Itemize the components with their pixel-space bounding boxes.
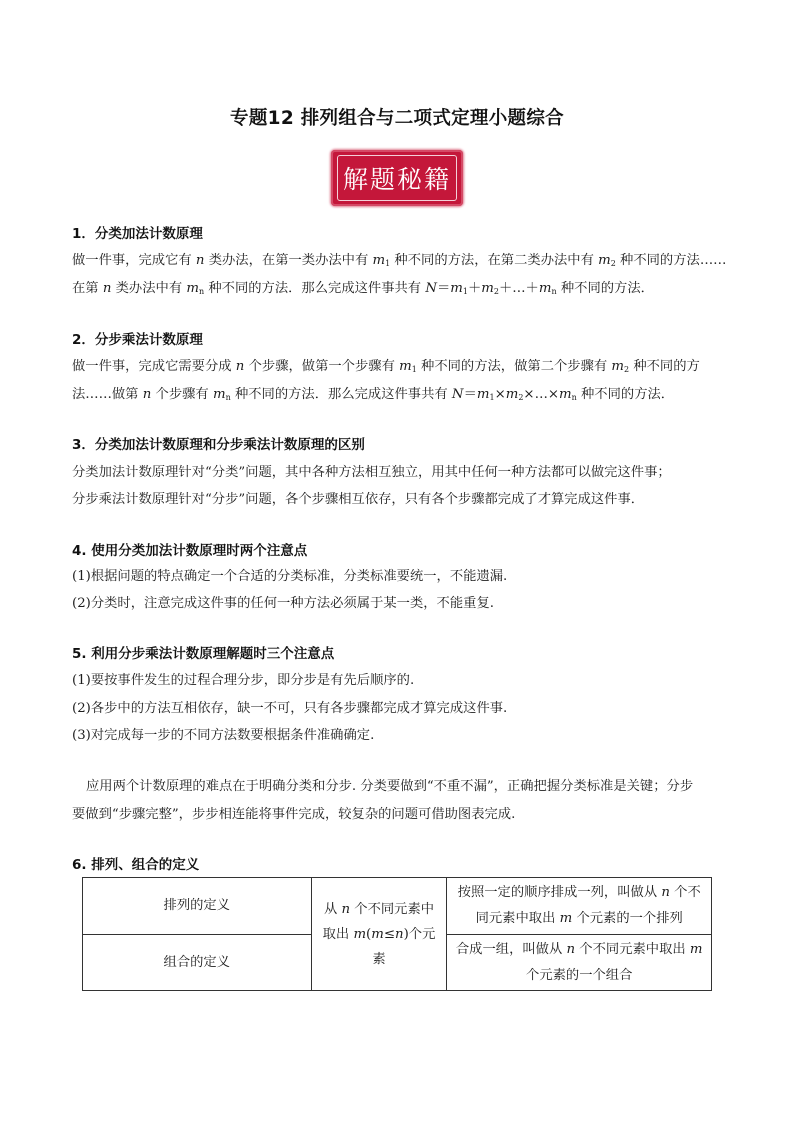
section-1-heading: 1．分类加法计数原理	[72, 226, 203, 242]
table-row	[83, 878, 712, 935]
section-2-heading: 2．分步乘法计数原理	[72, 332, 203, 348]
table-cell-shared-condition: 从 n 个不同元素中 取出 m(m≤n)个元 素	[311, 878, 447, 991]
stamp-text: 解题秘籍	[337, 155, 457, 201]
section-2-line-2: 法……做第 n 个步骤有 $m_n$ 种不同的方法．那么完成这件事共有 $N=m_1\times m_2\times\dots\times m_n$ 种不同的方法．	[72, 387, 675, 402]
section-1-line-2: 在第 n 类办法中有 $m_n$ 种不同的方法．那么完成这件事共有 $N=m_1+m_2+\dots+m_n$ 种不同的方法．	[72, 281, 654, 296]
section-3-heading: 3．分类加法计数原理和分步乘法计数原理的区别	[72, 437, 365, 453]
section-5-heading: 5. 利用分步乘法计数原理解题时三个注意点	[72, 646, 335, 662]
section-4-line-1: (1)根据问题的特点确定一个合适的分类标准，分类标准要统一，不能遗漏.	[72, 569, 508, 584]
section-1-line-1: 做一件事，完成它有 n 类办法，在第一类办法中有 $m_1$ 种不同的方法，在第二类办法中有 $m_2$ 种不同的方法……	[72, 253, 727, 268]
section-5-line-2: (2)各步中的方法互相依存，缺一不可，只有各步骤都完成才算完成这件事.	[72, 701, 508, 716]
page-title: 专题12 排列组合与二项式定理小题综合	[230, 108, 564, 129]
section-3-line-1: 分类加法计数原理针对“分类”问题，其中各种方法相互独立，用其中任何一种方法都可以做完这件事；	[72, 465, 671, 480]
section-4-line-2: (2)分类时，注意完成这件事的任何一种方法必须属于某一类，不能重复.	[72, 596, 494, 611]
table-cell-combination-definition: 合成一组，叫做从 n 个不同元素中取出 m 个元素的一个组合	[447, 935, 712, 991]
section-6-heading: 6. 排列、组合的定义	[72, 857, 200, 873]
table-cell-combination-label: 组合的定义	[83, 935, 312, 991]
section-3-line-2: 分步乘法计数原理针对“分步”问题，各个步骤相互依存，只有各个步骤都完成了才算完成这件事．	[72, 492, 645, 507]
table-cell-permutation-label: 排列的定义	[83, 878, 312, 935]
section-5-line-3: (3)对完成每一步的不同方法数要根据条件准确确定.	[72, 728, 375, 743]
definition-table	[82, 877, 712, 991]
section-4-heading: 4. 使用分类加法计数原理时两个注意点	[72, 543, 308, 559]
summary-paragraph-line-2: 要做到“步骤完整”，步步相连能将事件完成，较复杂的问题可借助图表完成.	[72, 807, 516, 822]
section-5-line-1: (1)要按事件发生的过程合理分步，即分步是有先后顺序的.	[72, 673, 415, 688]
stamp-banner	[331, 150, 463, 206]
table-cell-permutation-definition: 按照一定的顺序排成一列，叫做从 n 个不 同元素中取出 m 个元素的一个排列	[447, 878, 712, 935]
section-2-line-1: 做一件事，完成它需要分成 n 个步骤，做第一个步骤有 $m_1$ 种不同的方法，做第二个步骤有 $m_2$ 种不同的方	[72, 359, 700, 374]
summary-paragraph-line-1: 应用两个计数原理的难点在于明确分类和分步. 分类要做到“不重不漏”，正确把握分类标准是关键；分步	[86, 779, 694, 794]
